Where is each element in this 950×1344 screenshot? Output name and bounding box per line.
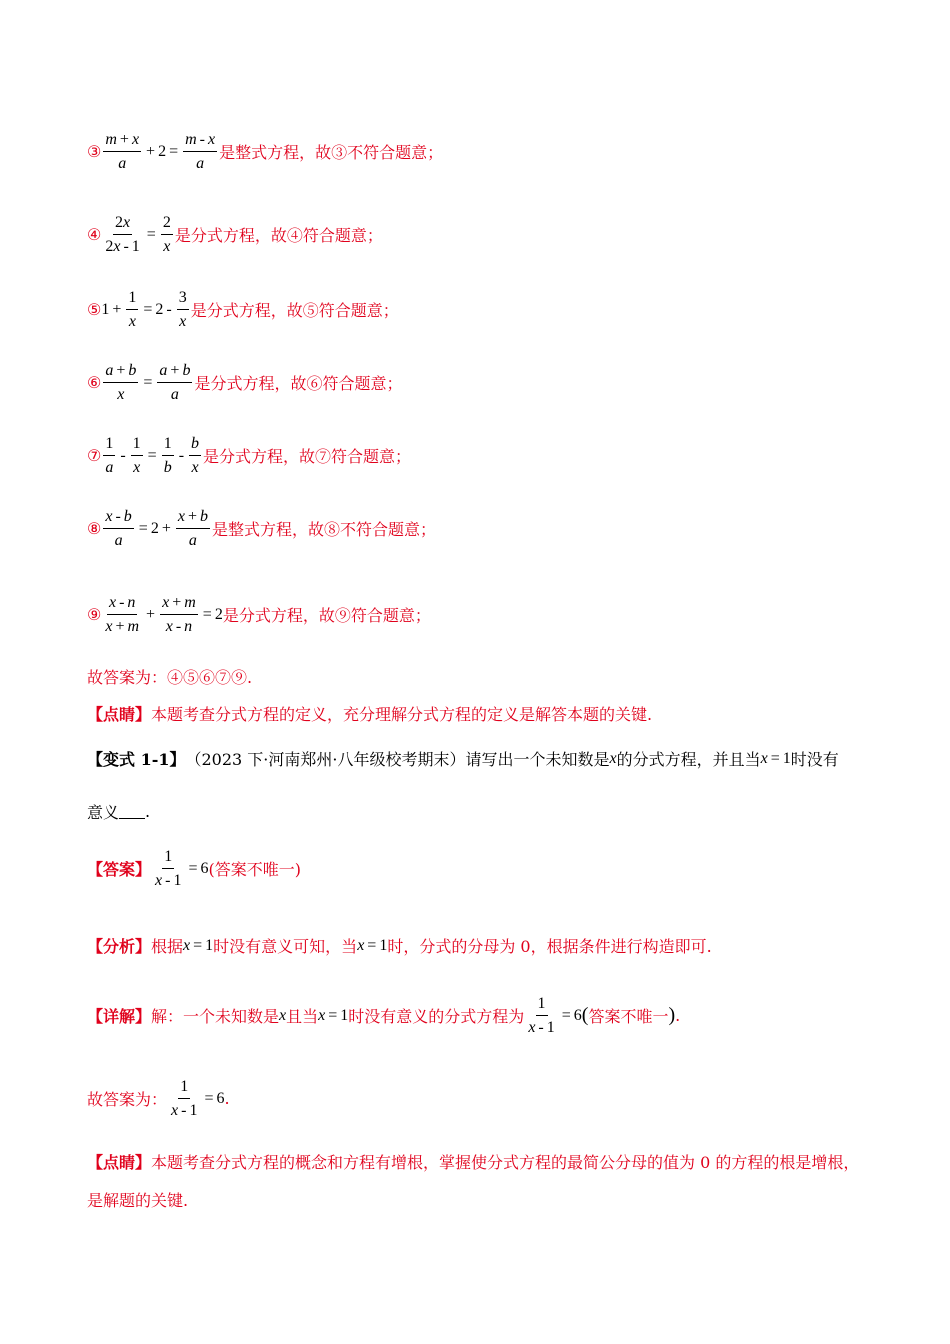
analysis-text-b: 时没有意义可知，当 xyxy=(213,937,358,956)
detail-text-a: 解：一个未知数是 xyxy=(151,1007,280,1026)
line-text: 是分式方程，故⑦符合题意； xyxy=(203,447,412,466)
fraction: $\frac{x + m}{x - n}$ xyxy=(162,594,196,635)
detail-text-c: 时没有意义的分式方程为 xyxy=(348,1007,525,1026)
analysis-tag: 【分析】 xyxy=(87,937,152,956)
answer-note: (答案不唯一) xyxy=(208,860,301,879)
fraction: $\frac{1}{x}$ xyxy=(128,289,137,330)
line-9: ⑨ $\frac{x - n}{x + m}$ + $\frac{x + m}{x - n}$ = 2 是分式方程，故⑨符合题意； xyxy=(87,594,431,635)
marker: ⑦ xyxy=(87,446,102,465)
fraction: $\frac{a + b}{x}$ xyxy=(105,362,137,403)
answer-tag: 【答案】 xyxy=(87,860,152,879)
answer-line: 故答案为：④⑤⑥⑦⑨. xyxy=(87,668,253,687)
answer-final: 故答案为： $\frac{1}{x - 1}$ = 6 . xyxy=(87,1078,230,1119)
variant-source: （2023 下·河南郑州·八年级校考期末） xyxy=(185,750,466,769)
answer-final-text: 故答案为： xyxy=(87,1090,168,1109)
detail-text-e: . xyxy=(675,1006,681,1025)
comment-tag: 【点睛】 xyxy=(87,705,152,724)
fraction: $\frac{b}{x}$ xyxy=(191,435,200,476)
fraction: $\frac{m + x}{a}$ xyxy=(105,131,140,172)
fraction: $\frac{x - n}{x + m}$ xyxy=(105,594,140,635)
comment-block-2 xyxy=(87,1144,867,1220)
variant-text-b: 的分式方程，并且当 xyxy=(616,750,761,769)
line-text: 是整式方程，故③不符合题意； xyxy=(219,143,444,162)
detail-tag: 【详解】 xyxy=(87,1007,152,1026)
fraction: $\frac{x - b}{a}$ xyxy=(105,508,132,549)
fraction: $\frac{2x}{2x - 1}$ xyxy=(105,214,140,255)
comment-text: 本题考查分式方程的概念和方程有增根，掌握使分式方程的最简公分母的值为 0 的方程的根是增根，是解题的关键. xyxy=(87,1153,860,1210)
line-text: 是分式方程，故⑨符合题意； xyxy=(222,606,431,625)
analysis-text-a: 根据 xyxy=(151,937,184,956)
variant-text-c: 时没有 xyxy=(790,750,839,769)
fraction: $\frac{a + b}{a}$ xyxy=(159,362,191,403)
detail-block: 【详解】 解：一个未知数是 x 且当 x = 1 时没有意义的分式方程为 $\frac{1}{x - 1}$ = 6 ( 答案不唯一 ) . xyxy=(87,995,681,1036)
fraction: $\frac{1}{x - 1}$ xyxy=(155,848,182,889)
line-4: ④ $\frac{2x}{2x - 1}$ = $\frac{2}{x}$ 是分式方程，故④符合题意； xyxy=(87,214,383,255)
variant-text-d: 意义 xyxy=(87,803,120,822)
line-8: ⑧ $\frac{x - b}{a}$ = 2 + $\frac{x + b}{a}$ 是整式方程，故⑧不符合题意； xyxy=(87,508,436,549)
line-text: 是分式方程，故④符合题意； xyxy=(174,226,383,245)
fraction: $\frac{1}{b}$ xyxy=(163,435,172,476)
line-5: ⑤ 1 + $\frac{1}{x}$ = 2 - $\frac{3}{x}$ 是分式方程，故⑤符合题意； xyxy=(87,289,399,330)
fraction: $\frac{m - x}{a}$ xyxy=(185,131,216,172)
fraction: $\frac{1}{a}$ xyxy=(105,435,114,476)
fraction: $\frac{1}{x - 1}$ xyxy=(528,995,555,1036)
variant-question-cont xyxy=(87,800,150,823)
comment-line xyxy=(87,702,652,725)
fraction: $\frac{3}{x}$ xyxy=(178,289,187,330)
marker: ⑥ xyxy=(87,373,102,392)
marker: ⑨ xyxy=(87,605,102,624)
variant-question: 【变式 1-1】 （2023 下·河南郑州·八年级校考期末） 请写出一个未知数是 x 的分式方程，并且当 x = 1 时没有 xyxy=(87,747,839,770)
fraction: $\frac{2}{x}$ xyxy=(162,214,171,255)
fraction: $\frac{1}{x - 1}$ xyxy=(171,1078,198,1119)
analysis-text-c: 时，分式的分母为 0，根据条件进行构造即可. xyxy=(387,937,712,956)
analysis-block: 【分析】 根据 x = 1 时没有意义可知，当 x = 1 时，分式的分母为 0，根据条件进行构造即可. xyxy=(87,934,712,957)
comment-text: 本题考查分式方程的定义，充分理解分式方程的定义是解答本题的关键. xyxy=(151,705,653,724)
variant-text-e: . xyxy=(145,802,151,821)
line-6: ⑥ $\frac{a + b}{x}$ = $\frac{a + b}{a}$ 是分式方程，故⑥符合题意； xyxy=(87,362,403,403)
line-3: ③ $\frac{m + x}{a}$ + 2 = $\frac{m - x}{a}$ 是整式方程，故③不符合题意； xyxy=(87,131,444,172)
variant-text-a: 请写出一个未知数是 xyxy=(465,750,610,769)
variant-tag: 【变式 1-1】 xyxy=(87,750,186,769)
marker: ④ xyxy=(87,225,102,244)
fraction: $\frac{1}{x}$ xyxy=(132,435,141,476)
line-text: 是整式方程，故⑧不符合题意； xyxy=(211,520,436,539)
line-7: ⑦ $\frac{1}{a}$ - $\frac{1}{x}$ = $\frac{1}{b}$ - $\frac{b}{x}$ 是分式方程，故⑦符合题意； xyxy=(87,435,412,476)
answer-block: 【答案】 $\frac{1}{x - 1}$ = 6 (答案不唯一) xyxy=(87,848,301,889)
marker: ③ xyxy=(87,142,102,161)
answer-blank xyxy=(119,804,145,819)
line-text: 是分式方程，故⑥符合题意； xyxy=(194,374,403,393)
comment-tag: 【点睛】 xyxy=(87,1153,152,1172)
marker: ⑤ xyxy=(87,300,102,319)
detail-text-d: 答案不唯一 xyxy=(588,1007,669,1026)
fraction: $\frac{x + b}{a}$ xyxy=(177,508,208,549)
detail-text-b: 且当 xyxy=(286,1007,319,1026)
marker: ⑧ xyxy=(87,519,102,538)
line-text: 是分式方程，故⑤符合题意； xyxy=(190,301,399,320)
